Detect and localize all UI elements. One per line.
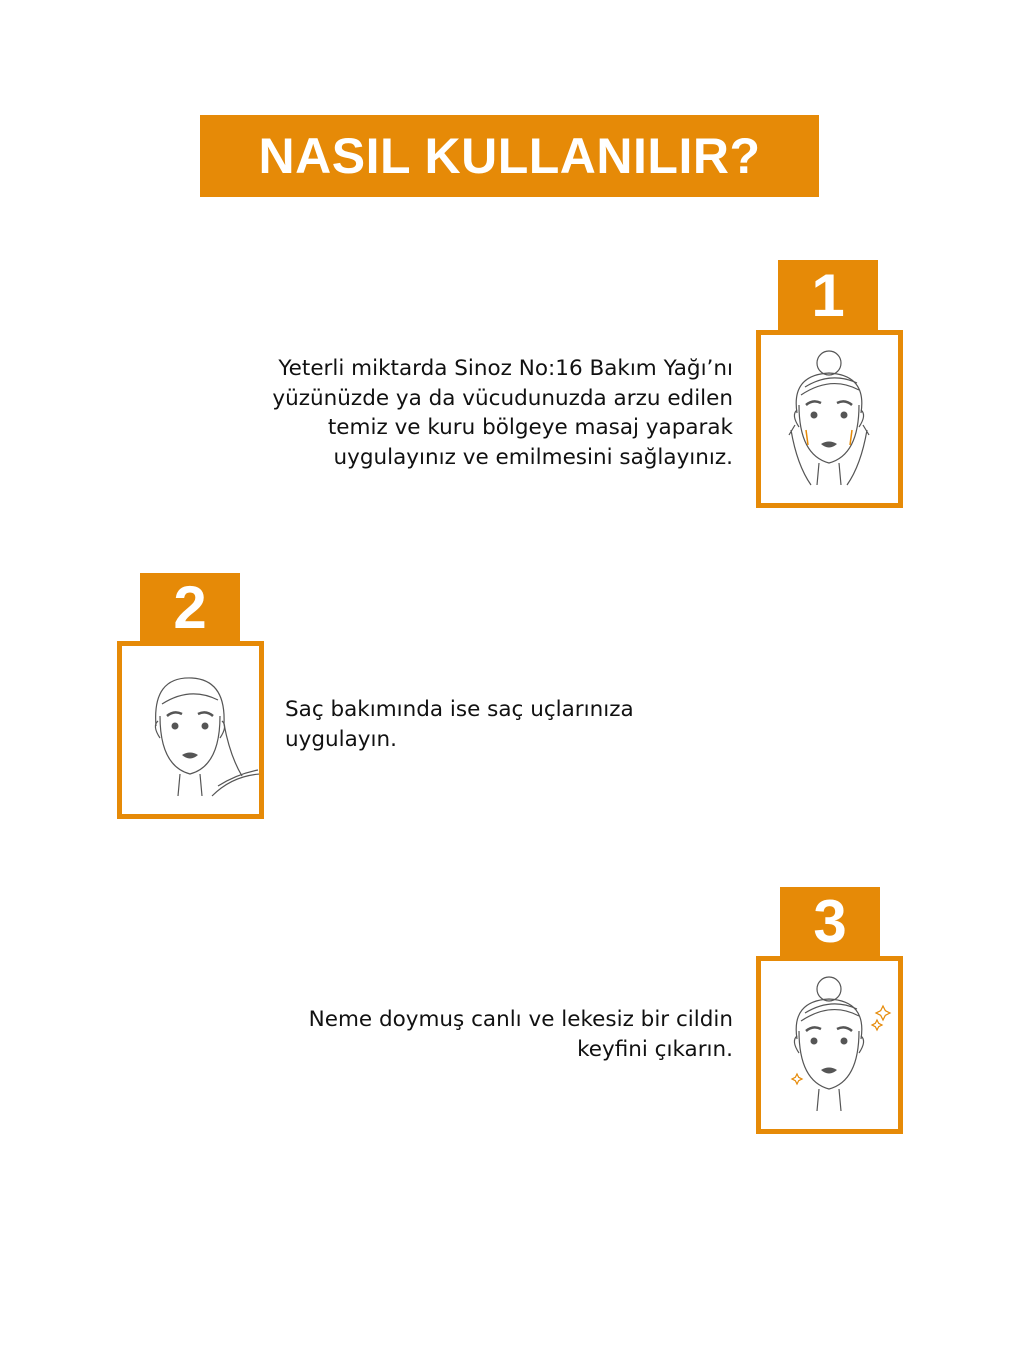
step-2-number: 2: [140, 573, 240, 641]
text-line: keyfini çıkarın.: [577, 1036, 733, 1062]
face-glowing-skin-icon: [761, 961, 898, 1129]
text-line: yüzünüzde ya da vücudunuzda arzu edilen: [272, 385, 733, 411]
step-2-text: [285, 695, 634, 754]
page-title: NASIL KULLANILIR?: [200, 115, 819, 197]
step-2-illustration: [117, 641, 264, 819]
text-line: uygulayın.: [285, 726, 397, 752]
step-1-number: 1: [778, 260, 878, 330]
step-3-text: [309, 1005, 733, 1064]
face-massage-icon: [761, 335, 898, 503]
face-hair-care-icon: [122, 646, 259, 814]
text-line: Neme doymuş canlı ve lekesiz bir cildin: [308, 1007, 733, 1032]
text-line: uygulayınız ve emilmesini sağlayınız.: [333, 444, 733, 470]
text-line: temiz ve kuru bölgeye masaj yaparak: [327, 415, 733, 440]
step-1-illustration: [756, 330, 903, 508]
text-line: Yeterli miktarda Sinoz No:16 Bakım Yağı’nı: [278, 356, 733, 381]
text-line: Saç bakımında ise saç uçlarınıza: [285, 697, 634, 722]
step-3-illustration: [756, 956, 903, 1134]
step-1-text: [272, 354, 733, 472]
step-3-number: 3: [780, 887, 880, 956]
